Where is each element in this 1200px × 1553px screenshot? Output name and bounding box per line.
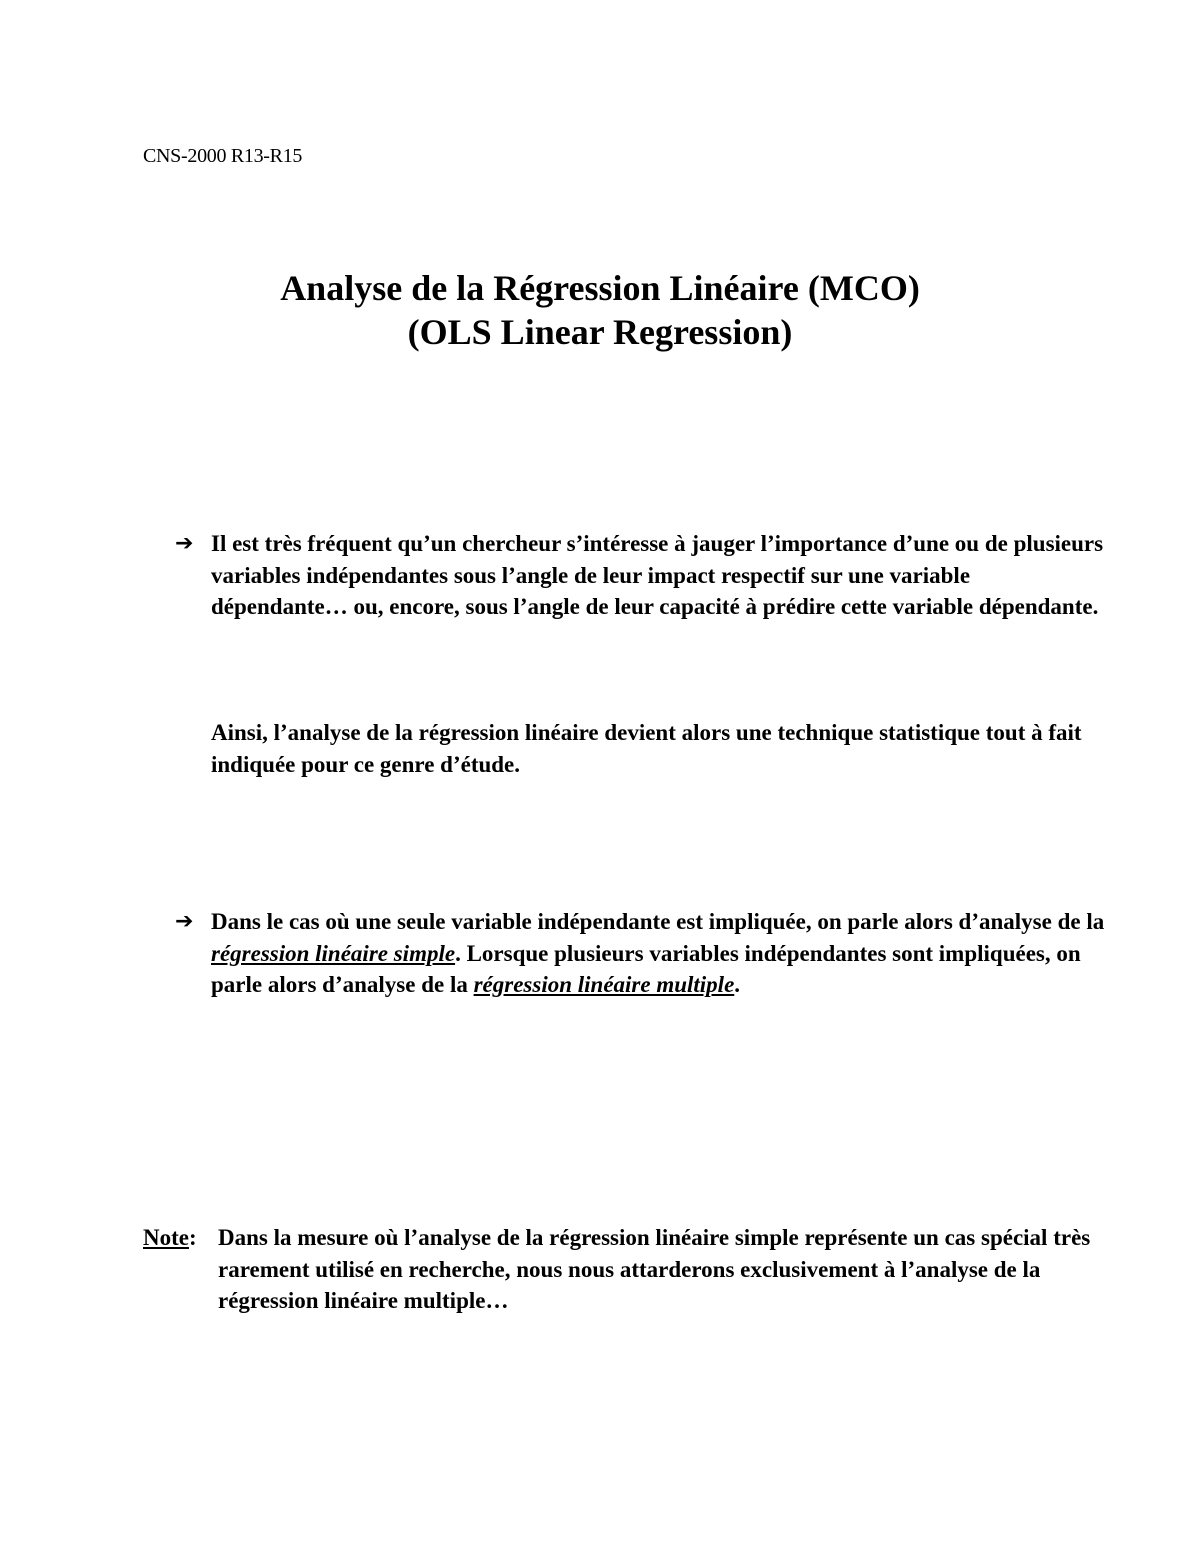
right-arrow-icon: ➔	[175, 531, 194, 556]
note-colon: :	[188, 1225, 197, 1250]
paragraph-importance-text: Il est très fréquent qu’un chercheur s’intéresse à jauger l’importance d’une ou de plusieurs variables indépendantes sous l’angle de leur impact respectif sur une variable dépendante… ou, encore, sous l’angle de leur capacité à prédire cette variable dépendante.	[211, 531, 1104, 619]
title-english: (OLS Linear Regression)	[407, 312, 793, 352]
term-multiple-regression: régression linéaire multiple	[473, 972, 735, 997]
page-title	[0, 266, 1200, 354]
paragraph-technique-text: Ainsi, l’analyse de la régression linéaire devient alors une technique statistique tout à fait indiquée pour ce genre d’étude.	[211, 720, 1082, 777]
term-simple-regression: régression linéaire simple	[211, 940, 456, 966]
right-arrow-icon: ➔	[175, 909, 194, 934]
title-french: Analyse de la Régression Linéaire (MCO)	[280, 268, 920, 308]
paragraph-technique	[211, 717, 1111, 780]
paragraph-simple-multiple	[175, 906, 1111, 1001]
paragraph-importance	[175, 528, 1111, 623]
note-label	[143, 1222, 197, 1254]
note-label-text: Note	[143, 1225, 189, 1250]
paragraph-text-part2: . Lorsque plusieurs variables indépendantes sont impliquées, on parle alors d’analyse de la	[211, 940, 1081, 997]
document-code: CNS-2000 R13-R15	[143, 145, 303, 167]
paragraph-text-part3: .	[734, 972, 741, 997]
note-text: Dans la mesure où l’analyse de la régression linéaire simple représente un cas spécial très rarement utilisé en recherche, nous nous attarderons exclusivement à l’analyse de la régression linéaire multiple…	[218, 1225, 1091, 1313]
paragraph-text-part1: Dans le cas où une seule variable indépendante est impliquée, on parle alors d’analyse de la	[211, 909, 1105, 934]
